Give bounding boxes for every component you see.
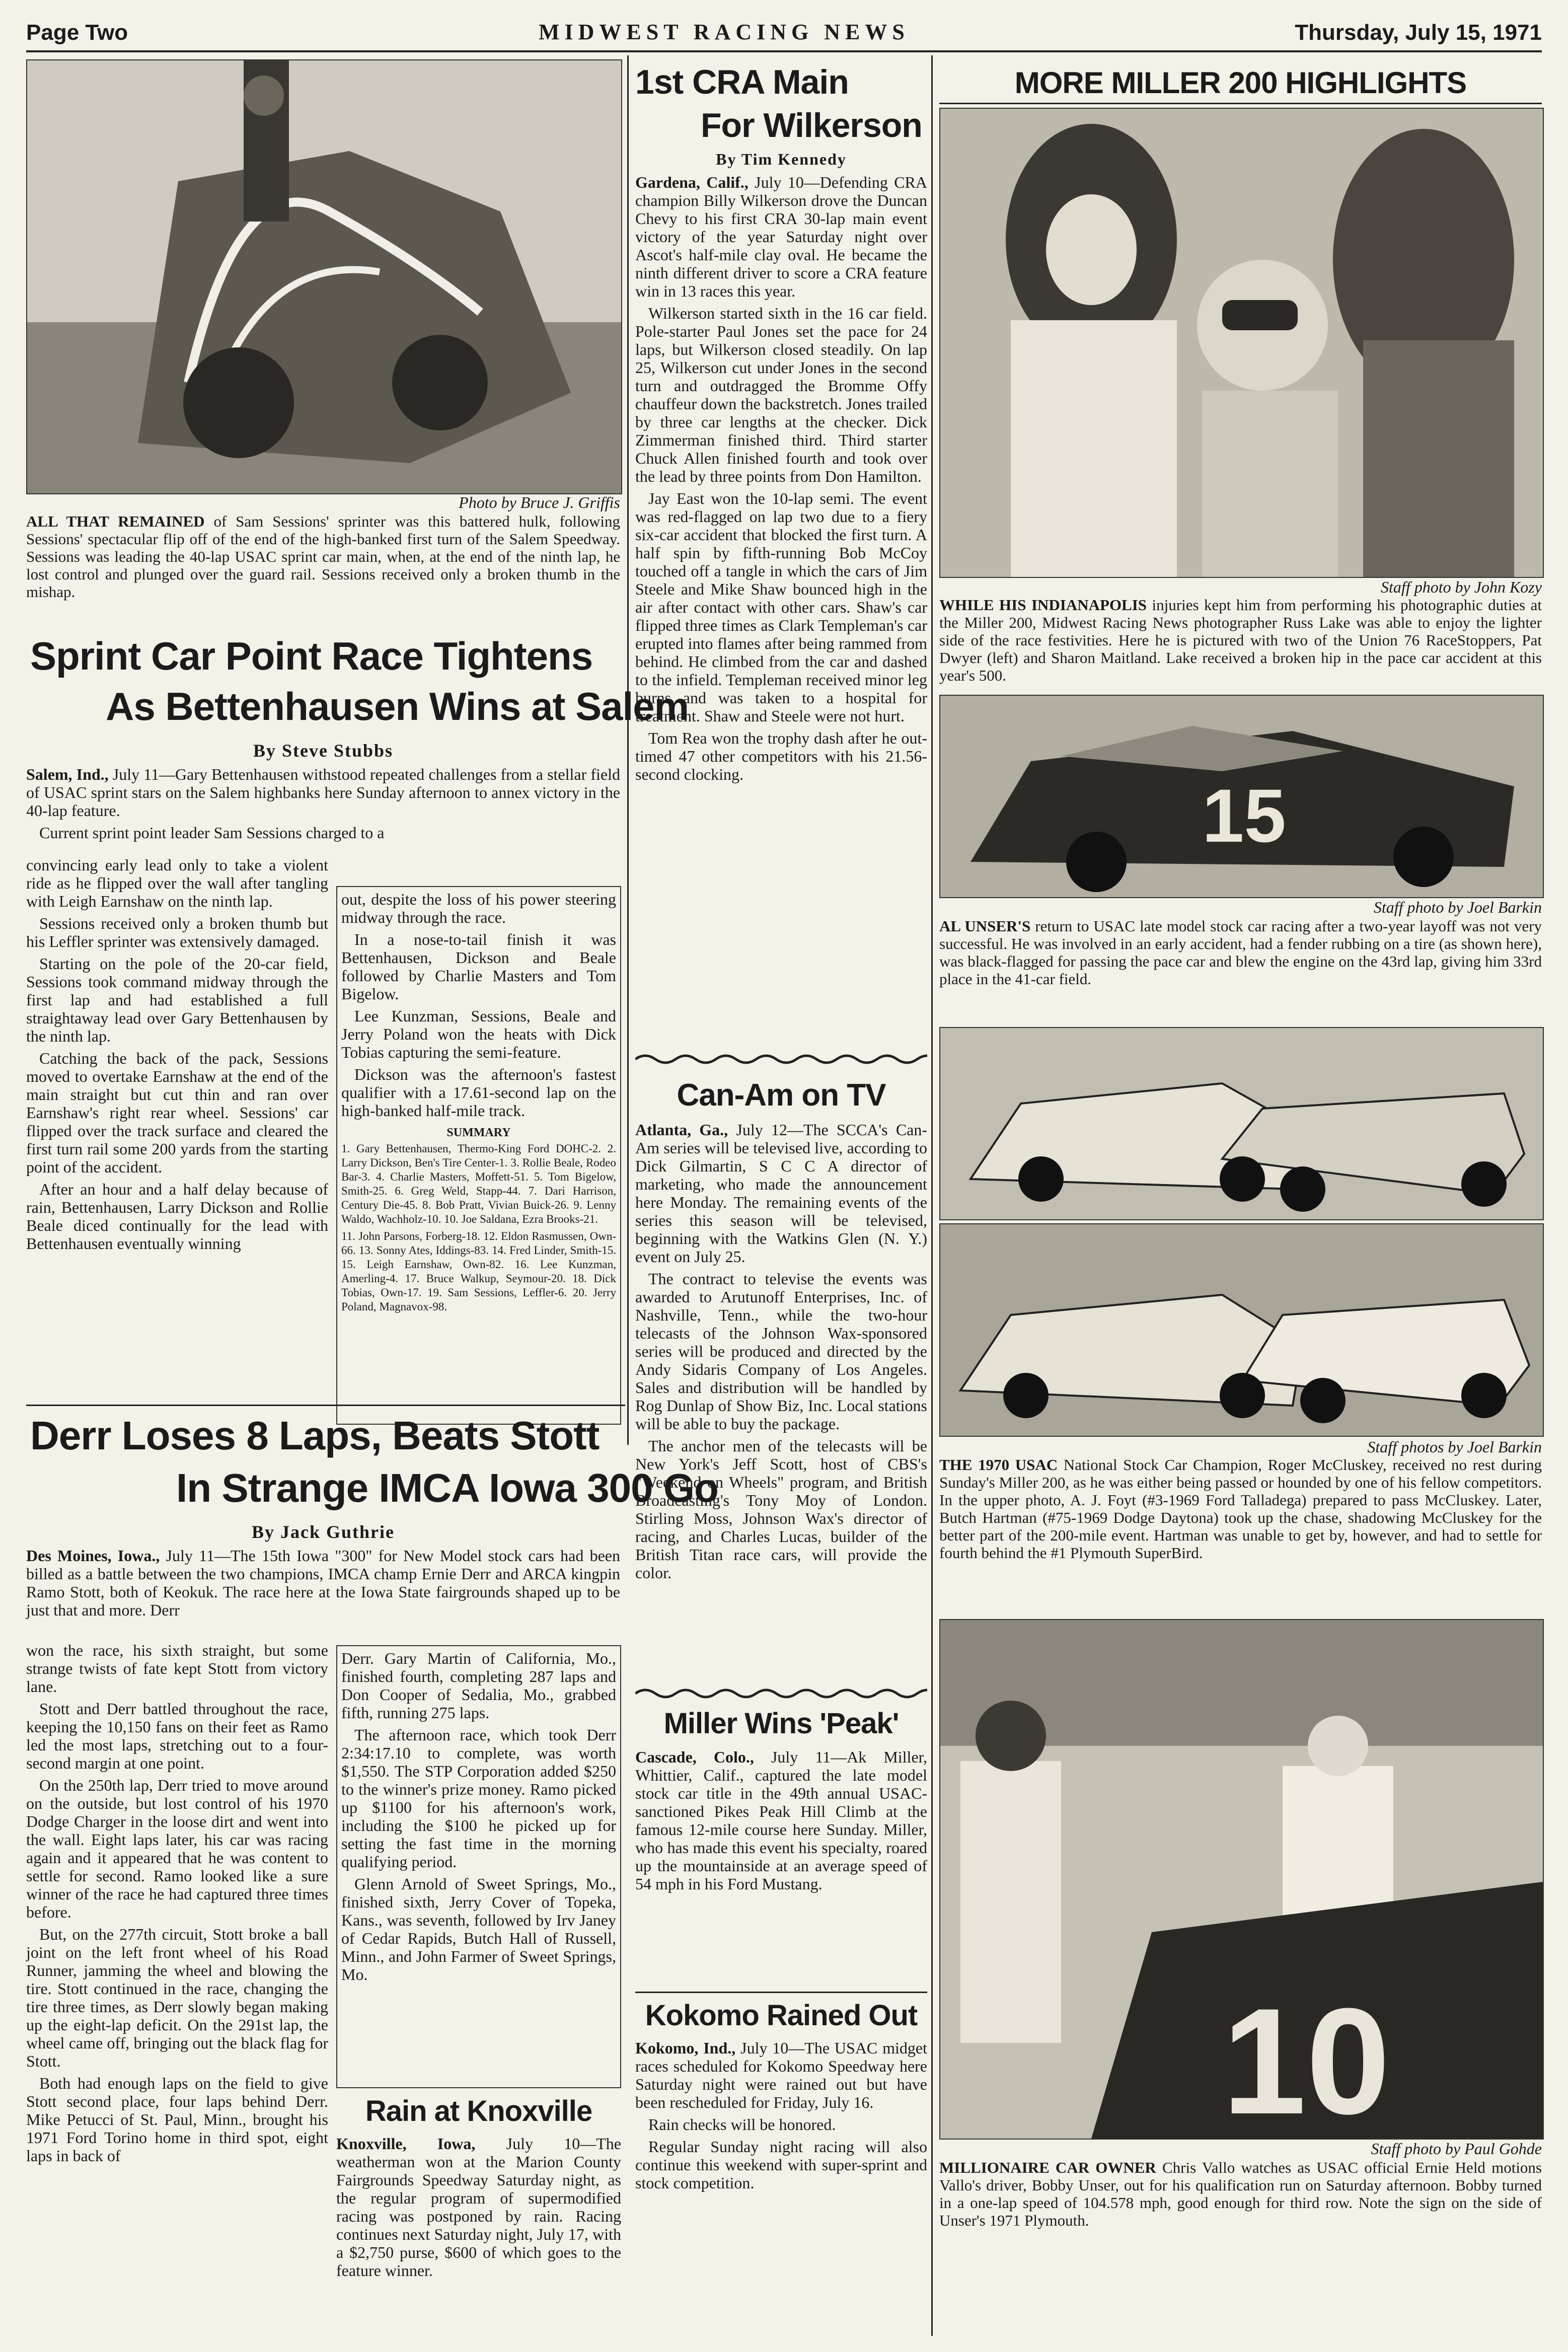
paragraph: In a nose-to-tail finish it was Bettenhausen, Dickson and Beale followed by Charlie Masters and Tom Bigelow. — [341, 930, 616, 1003]
paragraph: Wilkerson started sixth in the 16 car field. Pole-starter Paul Jones set the pace for 24 laps, but Wilkerson closed steadily. On lap 25, Wilkerson cut under Jones in the second turn and outdragged the Bromme Offy chauffeur down the backstretch. Jones trailed by three car lengths at the checker. Dick Zimmerman finished third. Third starter Chuck Allen finished fourth and took over the lead by three points from Don Hamilton. — [635, 304, 927, 485]
paragraph: Both had enough laps on the field to give Stott second place, four laps behind Derr. Mike Petucci of St. Paul, Minn., brought his 1971 Ford Torino home in third spot, eight laps in back of — [26, 2074, 328, 2165]
caption-text: of Sam Sessions' sprinter was this battered hulk, following Sessions' spectacular flip off of the end of the high-banked first turn of the Salem Speedway. Sessions was leading the 40-lap USAC sprint car main, when, at the end of the ninth lap, he lost control and plunged over the guard rail. Sessions received only a broken thumb in the mishap. — [26, 512, 620, 601]
paragraph: Derr. Gary Martin of California, Mo., finished fourth, completing 287 laps and Don Cooper of Sedalia, Mo., grabbed fifth, running 275 laps. — [341, 1649, 616, 1722]
paragraph: Sessions received only a broken thumb but his Leffler sprinter was extensively damaged. — [26, 914, 328, 950]
paragraph: July 12—The SCCA's Can-Am series will be televised live, according to Dick Gilmartin, S C C A director of marketing, who made the announcement here Monday. The remaining events of the series this season will be televised, beginning with the Watkins Glen (N. Y.) event on July 25. — [635, 1121, 928, 1266]
paragraph: won the race, his sixth straight, but some strange twists of fate kept Stott from victory lane. — [26, 1641, 328, 1696]
photo-credit: Photo by Bruce J. Griffis — [459, 493, 620, 511]
paragraph: The contract to televise the events was awarded to Arutunoff Enterprises, Inc. of Nashville, Tenn., while the two-hour telecasts of the Johnson Wax-sponsored series will be produced and directed by the Andy Sidaris Company of Los Angeles. Sales and distribution will be handled by Rog Dunlap of Show Biz, Inc. Local stations will be able to buy the package. — [635, 1270, 927, 1433]
paragraph: July 11—Ak Miller, Whittier, Calif., captured the late model stock car title in the 49th annual USAC-sanctioned Pikes Peak Hill Climb at the famous 12-mile course here Sunday. Miller, who has made this event his specialty, roared up the mountainside at an average speed of 54 mph in his Ford Mustang. — [635, 1748, 928, 1893]
section-divider-wave — [635, 1052, 927, 1066]
svg-text:15: 15 — [1202, 773, 1286, 858]
paragraph: Regular Sunday night racing will also continue this weekend with super-sprint and stock competition. — [635, 2138, 927, 2192]
cra-byline: By Tim Kennedy — [716, 150, 847, 168]
sprint-headline-line1: Sprint Car Point Race Tightens — [30, 634, 593, 678]
cra-body — [635, 173, 927, 787]
caption-text: injuries kept him from performing his photographic duties at the Miller 200, Midwest Racing News photographer Russ Lake was able to enjoy the lighter side of the race festivities. Here he is pictured with two of the Union 76 RaceStoppers, Pat Dwyer (left) and Sharon Maitland. Lake received a broken hip in the pace car accident at this year's 500. — [939, 596, 1542, 684]
photo-credit: Staff photos by Joel Barkin — [1367, 1438, 1542, 1456]
derr-column-1 — [26, 1641, 328, 2169]
derr-headline-line2: In Strange IMCA Iowa 300 Go — [176, 1465, 718, 1510]
section-rule — [26, 1405, 625, 1406]
lead-text-2: Current sprint point leader Sam Sessions charged to a — [39, 824, 385, 842]
dateline: Atlanta, Ga., — [635, 1121, 728, 1139]
miller-headline: Miller Wins 'Peak' — [663, 1707, 899, 1740]
summary-results-2: 11. John Parsons, Forberg-18. 12. Eldon Rasmussen, Own-66. 13. Sonny Ates, Iddings-83. 14. Fred Linder, Smith-15. 15. Leigh Earnshaw, Own-82. 16. Lee Kunzman, Amerling-4. 17. Bruce Walkup, Seymour-20. 18. Dick Tobias, Own-17. 19. Sam Sessions, Leffler-6. 20. Jerry Poland, Magnavox-98. — [341, 1230, 616, 1313]
paragraph: convincing early lead only to take a violent ride as he flipped over the wall after tangling with Leigh Earnshaw on the ninth lap. — [26, 856, 328, 910]
column-divider — [931, 55, 933, 2336]
derr-lead — [26, 1547, 620, 1623]
sprint-column-1 — [26, 856, 328, 1257]
caption-lead: AL UNSER'S — [939, 917, 1031, 935]
section-rule — [635, 1992, 927, 1993]
kokomo-body — [635, 2039, 927, 2196]
lead-text: July 11—The 15th Iowa "300" for New Model stock cars had been billed as a battle between the two champions, IMCA champ Ernie Derr and ARCA kingpin Ramo Stott, both of Keokuk. The race here at the Iowa State fairgrounds shaped up to be just that and more. Derr — [26, 1547, 620, 1619]
caption-text: return to USAC late model stock car racing after a two-year layoff was not very successful. He was involved in an early accident, had a fender rubbing on a tire (as shown here), was black-flagged for passing the pace car and blew the engine on the 43rd lap, giving him 33rd place in the 41-car field. — [939, 917, 1542, 988]
wrecked-sprint-car-photo — [26, 59, 622, 494]
dateline: Kokomo, Ind., — [635, 2039, 736, 2057]
cra-headline-line2: For Wilkerson — [701, 106, 922, 144]
issue-date: Thursday, July 15, 1971 — [1295, 20, 1542, 45]
section-divider-wave — [635, 1686, 927, 1701]
knoxville-body: July 10—The weatherman won at the Marion County Fairgrounds Speedway Saturday night, as the regular program of supermodified racing was postponed by rain. Racing continues next Saturday night, July 17, with a $2,750 purse, $600 of which goes to the feature winner. — [336, 2135, 622, 2280]
paragraph: Starting on the pole of the 20-car field, Sessions took command midway through the first lap and had established a full straightaway lead over Gary Bettenhausen by the ninth lap. — [26, 954, 328, 1045]
sprint-column-2-box — [336, 886, 621, 1425]
photo-caption — [939, 1456, 1542, 1562]
summary-results: 1. Gary Bettenhausen, Thermo-King Ford DOHC-2. 2. Larry Dickson, Ben's Tire Center-1. 3. Rollie Beale, Rodeo Bar-3. 4. Charlie Masters, Moffett-51. 5. Tom Bigelow, Smith-25. 6. Greg Weld, Stapp-44. 7. Dari Harrison, Century Die-45. 8. Bob Pratt, Vivian Buick-26. 9. Lenny Waldo, Wachholz-10. 10. Joe Saldana, Ezra Brooks-21. — [341, 1142, 616, 1225]
miller-body — [635, 1748, 927, 1897]
page-number: Page Two — [26, 20, 128, 45]
sprint-headline-line2: As Bettenhausen Wins at Salem — [106, 684, 689, 728]
canam-headline: Can-Am on TV — [677, 1078, 886, 1113]
paragraph: July 10—Defending CRA champion Billy Wilkerson drove the Duncan Chevy to his first CRA 30-lap main event victory of the year Saturday night over Ascot's half-mile clay oval. He became the ninth different driver to score a CRA feature win in 13 races this year. — [635, 173, 928, 300]
paragraph: July 10—The USAC midget races scheduled for Kokomo Speedway here Saturday night were rained out but have been rescheduled for Friday, July 16. — [635, 2039, 928, 2111]
paragraph: Tom Rea won the trophy dash after he out-timed 47 other competitors with his 21.56-second clocking. — [635, 729, 927, 783]
caption-lead: THE 1970 USAC — [939, 1456, 1058, 1474]
dateline: Salem, Ind., — [26, 765, 109, 783]
photo-caption — [26, 512, 620, 601]
column-divider — [627, 55, 629, 1445]
caption-lead: MILLIONAIRE CAR OWNER — [939, 2159, 1156, 2176]
photo-caption — [939, 2159, 1542, 2229]
caption-lead: ALL THAT REMAINED — [26, 512, 205, 530]
paragraph: On the 250th lap, Derr tried to move around on the outside, but lost control of his 1970 Dodge Charger in the loose dirt and went into the wall. Eight laps later, his car was racing again and it appeared that he was content to settle for second. Ramo looked like a sure winner of the race he had captured three times before. — [26, 1776, 328, 1921]
derr-headline-line1: Derr Loses 8 Laps, Beats Stott — [30, 1413, 600, 1458]
masthead-rule — [26, 50, 1542, 52]
highlights-headline: MORE MILLER 200 HIGHLIGHTS — [1014, 66, 1467, 100]
dateline: Gardena, Calif., — [635, 173, 749, 191]
dateline: Cascade, Colo., — [635, 1748, 754, 1766]
knoxville-text — [336, 2135, 621, 2284]
paragraph: The afternoon race, which took Derr 2:34:17.10 to complete, was worth $1,550. The STP Corporation added $250 to the winner's prize money. Ramo picked up $1100 for his afternoon's work, including the $100 he picked up for setting the fast time in the morning qualifying period. — [341, 1726, 616, 1871]
photo-credit: Staff photo by John Kozy — [1381, 578, 1542, 596]
cra-headline-line1: 1st CRA Main — [635, 63, 849, 101]
photo-caption — [939, 596, 1542, 684]
photo-credit: Staff photo by Paul Gohde — [1371, 2140, 1542, 2158]
section-rule — [939, 103, 1542, 104]
svg-text:10: 10 — [1222, 1976, 1390, 2139]
paragraph: out, despite the loss of his power steering midway through the race. — [341, 890, 616, 926]
kokomo-headline: Kokomo Rained Out — [645, 1999, 918, 2032]
paragraph: Dickson was the afternoon's fastest qualifier with a 17.61-second lap on the high-banked half-mile track. — [341, 1065, 616, 1120]
publication-title: MIDWEST RACING NEWS — [539, 20, 910, 44]
paragraph: After an hour and a half delay because of rain, Bettenhausen, Larry Dickson and Rollie Beale diced continually for the lead with Bettenhausen eventually winning — [26, 1180, 328, 1253]
paragraph: Stott and Derr battled throughout the race, keeping the 10,150 fans on their feet as Ramo led the most laps, stretching out to a four-second margin at one point. — [26, 1700, 328, 1772]
dateline: Knoxville, Iowa, — [336, 2135, 476, 2153]
vallo-unser-qualifying-photo — [939, 1619, 1544, 2140]
lead-text: July 11—Gary Bettenhausen withstood repeated challenges from a stellar field of USAC sprint stars on the Salem highbanks here Sunday afternoon to annex victory in the 40-lap feature. — [26, 765, 621, 820]
paragraph: Glenn Arnold of Sweet Springs, Mo., finished sixth, Jerry Cover of Topeka, Kans., was seventh, followed by Irv Janey of Cedar Rapids, Butch Hall of Russell, Minn., and John Farmer of Sweet Springs, Mo. — [341, 1875, 616, 1983]
derr-column-2-box — [336, 1645, 621, 2088]
caption-text: Chris Vallo watches as USAC official Ernie Held motions Vallo's driver, Bobby Unser, out for his qualification run on Saturday afternoon. Bobby turned in a one-lap speed of 104.578 mph, good enough for third row. Note the sign on the side of Unser's 1971 Plymouth. — [939, 2159, 1542, 2229]
paragraph: The anchor men of the telecasts will be New York's Jeff Scott, host of CBS's "Weekend on Wheels" program, and British Broadcasting's Tony Moy of London. Stirling Moss, Johnson Wax's director of racing, and Charles Lucas, builder of the British Titan race cars, will provide the color. — [635, 1437, 927, 1582]
derr-byline: By Jack Guthrie — [251, 1522, 395, 1542]
caption-lead: WHILE HIS INDIANAPOLIS — [939, 596, 1147, 614]
hartman-mccluskey-photo — [939, 1223, 1544, 1437]
paragraph: Jay East won the 10-lap semi. The event was red-flagged on lap two due to a fiery six-car accident that blocked the first turn. A half spin by fifth-running Bob McCoy touched off a tangle in which the cars of Jim Steele and Mike Shaw bounced high in the air after contact with other cars. Shaw's car flipped three times as Clark Templeman's car erupted into flames after being rammed from behind. He climbed from the car and dashed to the infield. Templeman received minor leg burns and was taken to a hospital for treatment. Shaw and Steele were not hurt. — [635, 489, 927, 725]
paragraph: Lee Kunzman, Sessions, Beale and Jerry Poland won the heats with Dick Tobias capturing the semi-feature. — [341, 1007, 616, 1061]
sprint-lead — [26, 765, 620, 846]
sprint-byline: By Steve Stubbs — [253, 741, 394, 761]
racestoppers-photo — [939, 108, 1544, 578]
paragraph: Rain checks will be honored. — [648, 2115, 836, 2134]
foyt-mccluskey-photo — [939, 1027, 1544, 1220]
knoxville-headline: Rain at Knoxville — [365, 2095, 592, 2127]
paragraph: But, on the 277th circuit, Stott broke a ball joint on the left front wheel of his Road Runner, jamming the wheel and blowing the tire. Stott continued in the race, changing the tire three times, as Derr slowly began making up the eight-lap deficit. On the 291st lap, the wheel came off, bringing out the black flag for Stott. — [26, 1925, 328, 2070]
paragraph: Catching the back of the pack, Sessions moved to overtake Earnshaw at the end of the main straight but cut thin and ran over Earnshaw's right rear wheel. Sessions' car flipped over the track surface and cleared the first turn rail some 200 yards from the starting point of the accident. — [26, 1049, 328, 1176]
unser-stock-car-photo — [939, 695, 1544, 898]
dateline: Des Moines, Iowa., — [26, 1547, 160, 1565]
caption-text: National Stock Car Champion, Roger McCluskey, received no rest during Sunday's Miller 200, as he was either being passed or hounded by one of his fellow competitors. In the upper photo, A. J. Foyt (#3-1969 Ford Talladega) prepared to pass McCluskey. Later, Butch Hartman (#75-1969 Dodge Daytona) took up the chase, shadowing McCluskey for the better part of the 200-mile event. Hartman was unable to get by, however, and had to settle for fourth behind the #1 Plymouth SuperBird. — [939, 1456, 1542, 1562]
summary-title: SUMMARY — [446, 1126, 511, 1139]
photo-caption — [939, 917, 1542, 988]
canam-body — [635, 1121, 927, 1586]
photo-credit: Staff photo by Joel Barkin — [1373, 898, 1542, 916]
